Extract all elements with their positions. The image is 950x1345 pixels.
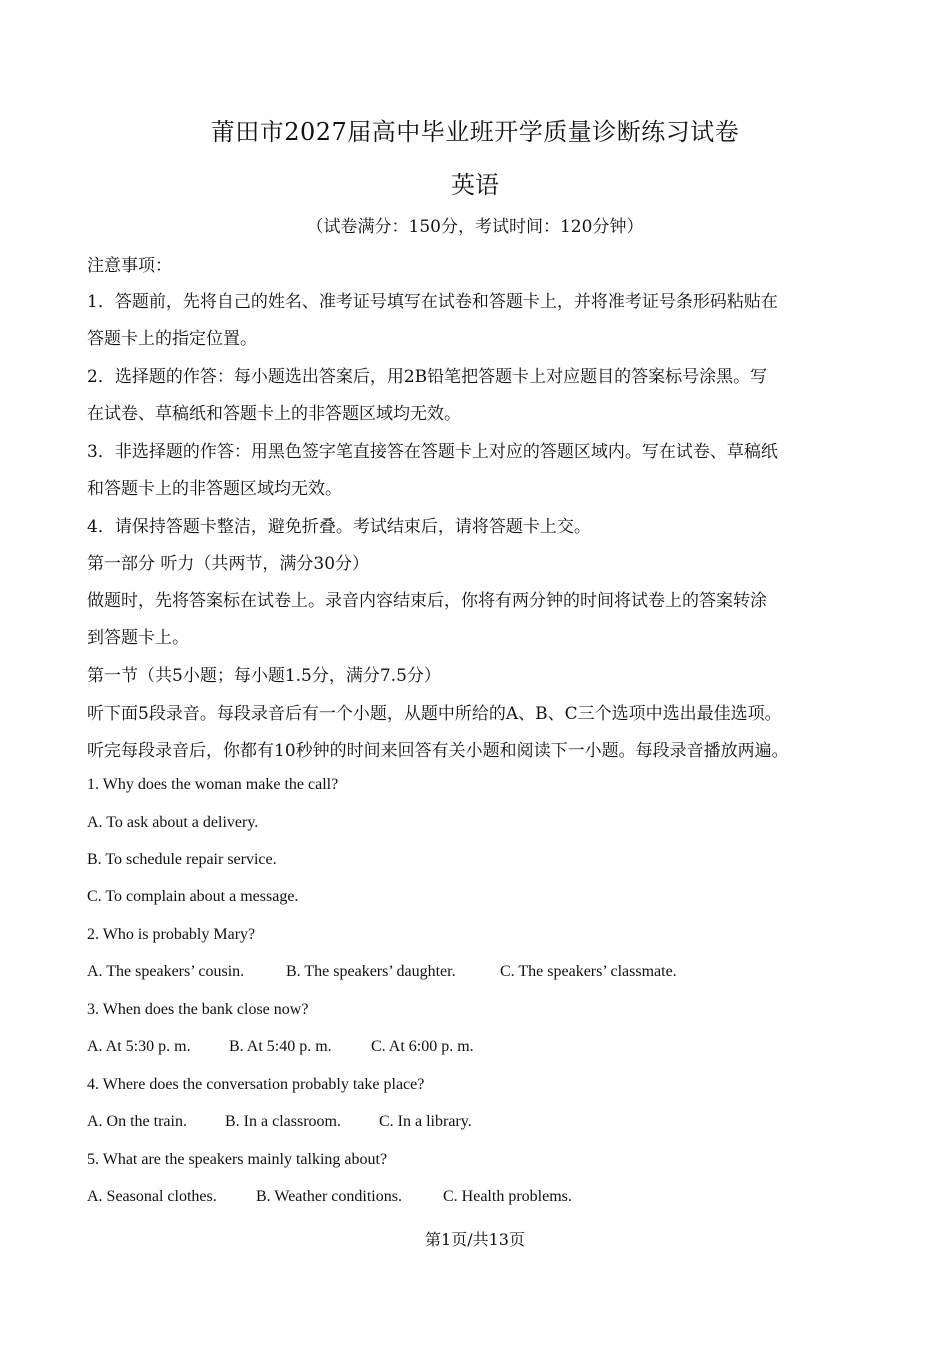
notice-heading: 注意事项： — [87, 256, 172, 276]
page-title: 莆田市2027届高中毕业班开学质量诊断练习试卷 — [210, 118, 740, 146]
question-5-stem: 5. What are the speakers mainly talking about? — [87, 1151, 388, 1168]
exam-info: （试卷满分：150分，考试时间：120分钟） — [306, 217, 644, 237]
question-3-options — [87, 1038, 474, 1056]
question-4-options — [87, 1113, 472, 1131]
question-4-option-a: A. On the train. — [87, 1113, 187, 1130]
notice-item-2-line-1: 2．选择题的作答：每小题选出答案后，用2B铅笔把答题卡上对应题目的答案标号涂黑。写 — [87, 367, 768, 387]
question-3-stem: 3. When does the bank close now? — [87, 1001, 309, 1018]
notice-item-1-line-2: 答题卡上的指定位置。 — [87, 329, 257, 349]
question-3-option-c: C. At 6:00 p. m. — [371, 1038, 474, 1055]
question-3-option-a: A. At 5:30 p. m. — [87, 1038, 191, 1055]
question-1-option-a: A. To ask about a delivery. — [87, 814, 259, 831]
section1-instruction-line-2: 听完每段录音后，你都有10秒钟的时间来回答有关小题和阅读下一小题。每段录音播放两遍。 — [87, 741, 789, 761]
question-1-stem: 1. Why does the woman make the call? — [87, 776, 339, 793]
notice-item-1-line-1: 1．答题前，先将自己的姓名、准考证号填写在试卷和答题卡上，并将准考证号条形码粘贴在 — [87, 292, 778, 312]
notice-item-4: 4．请保持答题卡整洁，避免折叠。考试结束后，请将答题卡上交。 — [87, 517, 591, 537]
question-2-option-c: C. The speakers’ classmate. — [500, 963, 677, 980]
question-2-option-b: B. The speakers’ daughter. — [286, 963, 456, 980]
question-1-option-b: B. To schedule repair service. — [87, 851, 277, 868]
subject-title: 英语 — [451, 171, 499, 199]
notice-item-3-line-1: 3．非选择题的作答：用黑色签字笔直接答在答题卡上对应的答题区域内。写在试卷、草稿纸 — [87, 442, 778, 462]
notice-item-2-line-2: 在试卷、草稿纸和答题卡上的非答题区域均无效。 — [87, 404, 461, 424]
question-5-option-b: B. Weather conditions. — [256, 1188, 402, 1205]
section1-instruction-line-1: 听下面5段录音。每段录音后有一个小题，从题中所给的A、B、C三个选项中选出最佳选项。 — [87, 704, 782, 724]
question-4-option-c: C. In a library. — [379, 1113, 472, 1130]
section1-heading: 第一节（共5小题；每小题1.5分，满分7.5分） — [87, 666, 441, 686]
question-4-option-b: B. In a classroom. — [225, 1113, 341, 1130]
question-2-stem: 2. Who is probably Mary? — [87, 926, 256, 943]
question-5-option-a: A. Seasonal clothes. — [87, 1188, 217, 1205]
notice-item-3-line-2: 和答题卡上的非答题区域均无效。 — [87, 479, 342, 499]
question-5-options — [87, 1188, 572, 1206]
part1-instruction-line-2: 到答题卡上。 — [87, 628, 189, 648]
question-2-options — [87, 963, 677, 981]
part1-heading: 第一部分 听力（共两节，满分30分） — [87, 554, 370, 574]
question-3-option-b: B. At 5:40 p. m. — [229, 1038, 332, 1055]
question-5-option-c: C. Health problems. — [443, 1188, 572, 1205]
question-1-option-c: C. To complain about a message. — [87, 888, 299, 905]
question-4-stem: 4. Where does the conversation probably take place? — [87, 1076, 425, 1093]
question-2-option-a: A. The speakers’ cousin. — [87, 963, 245, 980]
page-footer: 第1页/共13页 — [425, 1230, 525, 1249]
part1-instruction-line-1: 做题时，先将答案标在试卷上。录音内容结束后，你将有两分钟的时间将试卷上的答案转涂 — [87, 591, 767, 611]
